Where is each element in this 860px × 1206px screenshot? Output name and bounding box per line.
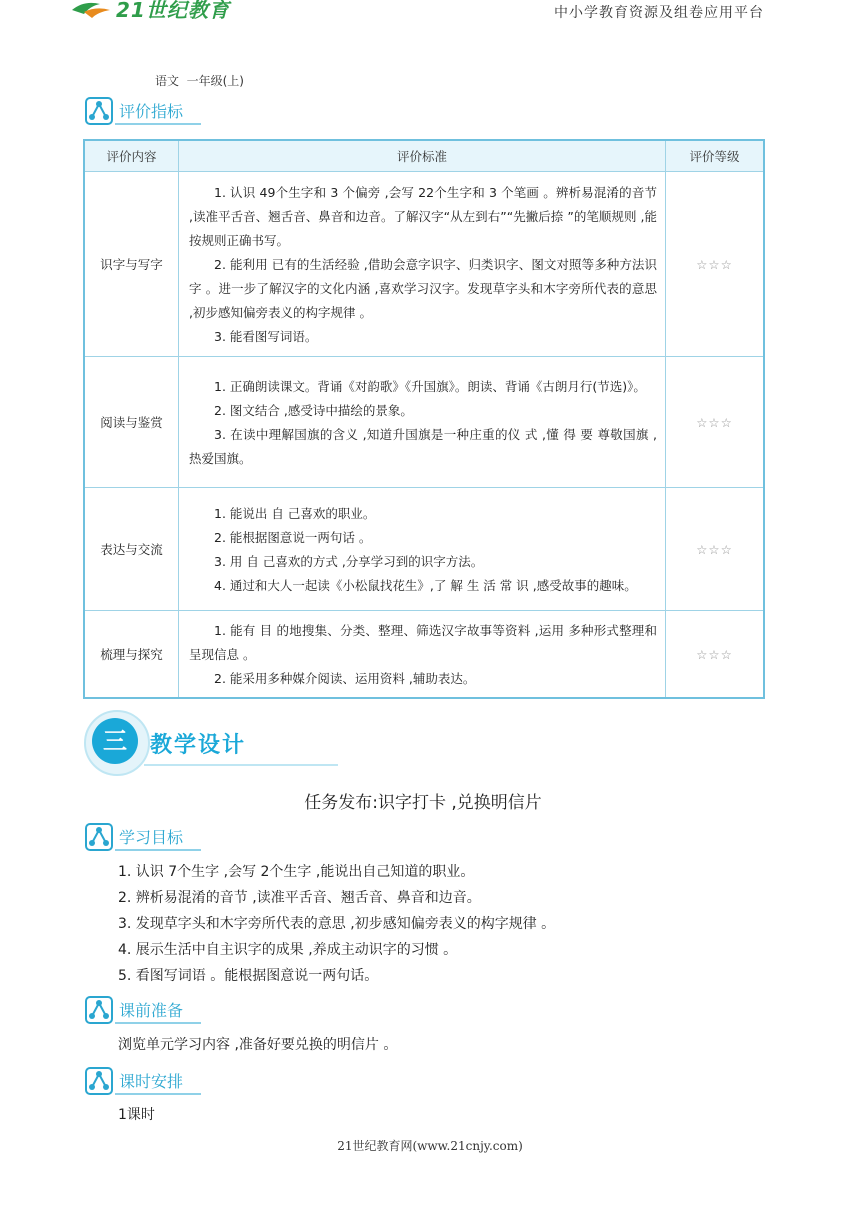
runner-logo-icon [70, 0, 114, 20]
section-number: 三 [92, 718, 138, 764]
row-category: 表达与交流 [84, 488, 179, 611]
evaluation-table [83, 139, 765, 699]
table-header-row [84, 140, 764, 172]
table-row [84, 357, 764, 488]
section-prep-header [85, 996, 215, 1028]
banner-underline [144, 764, 338, 766]
logo-text: 21世纪教育 [116, 0, 230, 20]
network-icon [85, 996, 113, 1024]
criteria-paragraph: 1. 认识 49个生字和 3 个偏旁 ,会写 22个生字和 3 个笔画 。辨析易混淆的音节 ,读准平舌音、翘舌音、鼻音和边音。了解汉字“从左到右”“先撇后捺 ”的笔顺规则 ,能按规则正确书写。 [189, 185, 657, 248]
section-goals-header [85, 823, 215, 855]
criteria-paragraph: 3. 用 自 己喜欢的方式 ,分享学习到的识字方法。 [214, 554, 484, 569]
table-header-rating: 评价等级 [666, 140, 765, 172]
criteria-paragraph: 3. 能看图写词语。 [214, 329, 318, 344]
section-design-banner [80, 706, 280, 778]
section-evaluation-header [85, 97, 215, 129]
list-item: 3. 发现草字头和木字旁所代表的意思 ,初步感知偏旁表义的构字规律 。 [118, 916, 556, 932]
table-row [84, 488, 764, 611]
prep-text: 浏览单元学习内容 ,准备好要兑换的明信片 。 [118, 1037, 398, 1053]
schedule-text: 1课时 [118, 1107, 155, 1123]
row-criteria [179, 488, 666, 611]
goals-list [118, 859, 555, 989]
subject-grade: 语文 一年级(上) [155, 74, 244, 88]
site-logo [70, 0, 240, 20]
criteria-paragraph: 2. 图文结合 ,感受诗中描绘的景象。 [214, 403, 413, 418]
table-header-criteria: 评价标准 [179, 140, 666, 172]
row-rating-stars: ☆☆☆ [666, 488, 765, 611]
section-design-title: 教学设计 [150, 733, 247, 758]
network-icon [85, 97, 113, 125]
list-item: 5. 看图写词语 。能根据图意说一两句话。 [118, 968, 379, 984]
criteria-paragraph: 2. 能采用多种媒介阅读、运用资料 ,辅助表达。 [214, 671, 476, 686]
criteria-paragraph: 3. 在读中理解国旗的含义 ,知道升国旗是一种庄重的仪 式 ,懂 得 要 尊敬国旗 ,热爱国旗。 [189, 427, 657, 466]
row-category: 识字与写字 [84, 172, 179, 357]
criteria-paragraph: 1. 能有 目 的地搜集、分类、整理、筛选汉字故事等资料 ,运用 多种形式整理和呈现信息 。 [189, 623, 657, 662]
list-item: 1. 认识 7个生字 ,会写 2个生字 ,能说出自己知道的职业。 [118, 864, 475, 880]
list-item: 4. 展示生活中自主识字的成果 ,养成主动识字的习惯 。 [118, 942, 458, 958]
row-criteria [179, 357, 666, 488]
row-category: 阅读与鉴赏 [84, 357, 179, 488]
footer-site: 21世纪教育网(www.21cnjy.com) [337, 1139, 523, 1153]
network-icon [85, 823, 113, 851]
platform-name: 中小学教育资源及组卷应用平台 [554, 5, 764, 21]
row-criteria [179, 172, 666, 357]
criteria-paragraph: 2. 能根据图意说一两句话 。 [214, 530, 372, 545]
row-criteria [179, 611, 666, 699]
table-row [84, 172, 764, 357]
row-category: 梳理与探究 [84, 611, 179, 699]
row-rating-stars: ☆☆☆ [666, 172, 765, 357]
section-schedule-title: 课时安排 [115, 1071, 191, 1093]
section-schedule-header [85, 1067, 215, 1099]
table-row [84, 611, 764, 699]
row-rating-stars: ☆☆☆ [666, 611, 765, 699]
criteria-paragraph: 1. 正确朗读课文。背诵《对韵歌》《升国旗》。朗读、背诵《古朗月行(节选)》。 [214, 379, 646, 394]
network-icon [85, 1067, 113, 1095]
section-evaluation-title: 评价指标 [115, 101, 191, 123]
row-rating-stars: ☆☆☆ [666, 357, 765, 488]
criteria-paragraph: 2. 能利用 已有的生活经验 ,借助会意字识字、归类识字、图文对照等多种方法识字 。进一步了解汉字的文化内涵 ,喜欢学习汉字。发现草字头和木字旁所代表的意思 ,初步感知偏旁表义的构字规律 。 [189, 257, 657, 320]
section-goals-title: 学习目标 [115, 827, 191, 849]
table-header-category: 评价内容 [84, 140, 179, 172]
task-title: 任务发布:识字打卡 ,兑换明信片 [304, 793, 542, 813]
section-prep-title: 课前准备 [115, 1000, 191, 1022]
criteria-paragraph: 1. 能说出 自 己喜欢的职业。 [214, 506, 376, 521]
criteria-paragraph: 4. 通过和大人一起读《小松鼠找花生》,了 解 生 活 常 识 ,感受故事的趣味。 [214, 578, 637, 593]
list-item: 2. 辨析易混淆的音节 ,读准平舌音、翘舌音、鼻音和边音。 [118, 890, 481, 906]
